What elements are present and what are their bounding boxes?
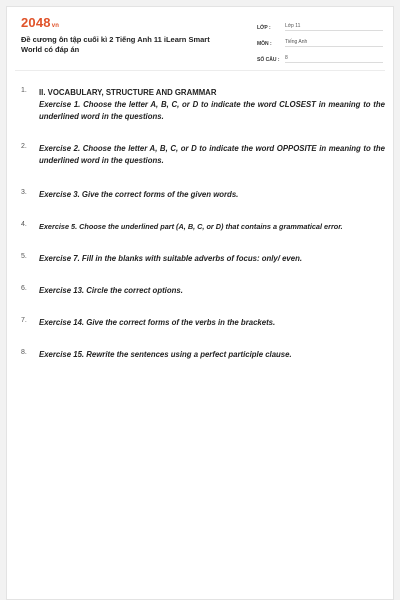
exercise-text: Exercise 7. Fill in the blanks with suitable adverbs of focus: only/ even. bbox=[39, 254, 303, 263]
exercise-text: Exercise 13. Circle the correct options. bbox=[39, 286, 183, 295]
document-title-line-2: World có đáp án bbox=[21, 44, 80, 54]
exercise-text: Exercise 1. Choose the letter A, B, C, or D to indicate the word CLOSEST in meaning to the underlined word in the questions. bbox=[39, 100, 385, 121]
exercise-text: Exercise 2. Choose the letter A, B, C, or D to indicate the word OPPOSITE in meaning to the underlined word in the questions. bbox=[39, 144, 385, 165]
meta-label-count: SỐ CÂU : bbox=[257, 57, 280, 63]
document-title bbox=[21, 35, 241, 54]
item-number: 8. bbox=[21, 349, 27, 356]
meta-label-class: LỚP : bbox=[257, 25, 271, 31]
header-divider bbox=[15, 70, 385, 71]
logo-text: 2048 bbox=[21, 15, 51, 30]
meta-value-class: Lớp 11 bbox=[285, 23, 383, 31]
list-item bbox=[21, 221, 385, 233]
exercise-text: Exercise 3. Give the correct forms of the given words. bbox=[39, 190, 239, 199]
meta-row-class bbox=[257, 19, 383, 31]
meta-value-subject: Tiếng Anh bbox=[285, 39, 383, 47]
logo-suffix: vn bbox=[51, 23, 60, 29]
exercise-text: Exercise 15. Rewrite the sentences using a perfect participle clause. bbox=[39, 350, 292, 359]
item-number: 4. bbox=[21, 221, 27, 228]
meta-row-count bbox=[257, 51, 383, 63]
item-number: 3. bbox=[21, 189, 27, 196]
site-logo[interactable] bbox=[21, 15, 59, 30]
list-item bbox=[21, 189, 385, 201]
item-number: 2. bbox=[21, 143, 27, 150]
exercise-text: Exercise 14. Give the correct forms of the verbs in the brackets. bbox=[39, 318, 276, 327]
exercise-list bbox=[21, 87, 385, 361]
list-item bbox=[21, 87, 385, 123]
list-item bbox=[21, 317, 385, 329]
list-item bbox=[21, 285, 385, 297]
item-number: 1. bbox=[21, 87, 27, 94]
document-header bbox=[7, 7, 393, 71]
document-title-line-1: Đề cương ôn tập cuối kì 2 Tiếng Anh 11 iLearn Smart bbox=[21, 35, 210, 44]
list-item bbox=[21, 253, 385, 265]
section-heading: II. VOCABULARY, STRUCTURE AND GRAMMAR bbox=[39, 88, 217, 97]
document-meta bbox=[257, 19, 383, 67]
list-item bbox=[21, 143, 385, 167]
item-number: 6. bbox=[21, 285, 27, 292]
exercise-text: Exercise 5. Choose the underlined part (A, B, C, or D) that contains a grammatical error. bbox=[39, 222, 343, 231]
meta-label-subject: MÔN : bbox=[257, 41, 272, 47]
item-number: 5. bbox=[21, 253, 27, 260]
item-number: 7. bbox=[21, 317, 27, 324]
meta-value-count: 8 bbox=[285, 55, 383, 63]
list-item bbox=[21, 349, 385, 361]
document-page bbox=[6, 6, 394, 600]
meta-row-subject bbox=[257, 35, 383, 47]
